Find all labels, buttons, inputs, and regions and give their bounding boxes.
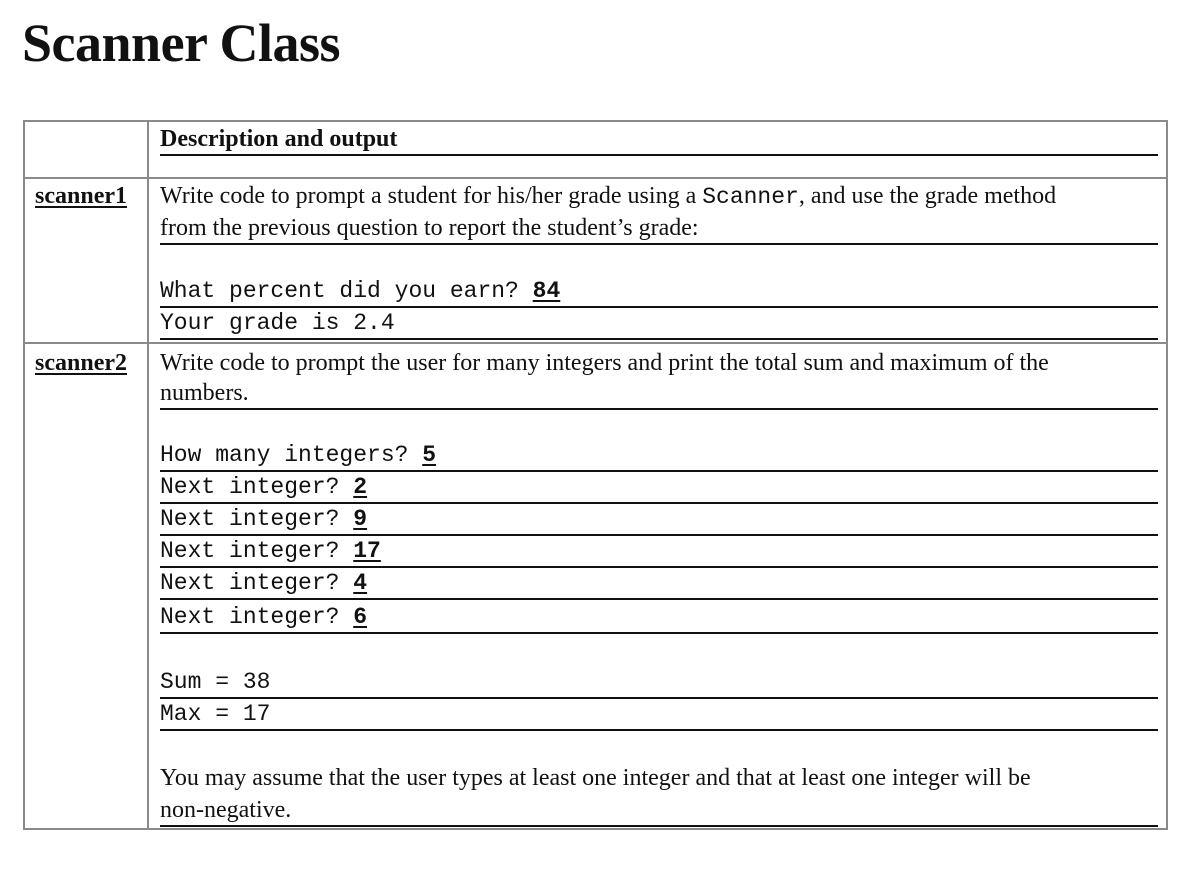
sum-result: Sum = 38 xyxy=(160,667,1158,699)
output-line xyxy=(160,440,1158,472)
header-row-divider xyxy=(25,177,1166,179)
user-input-value: 84 xyxy=(532,278,561,304)
output-line xyxy=(160,472,1158,504)
note-line1: You may assume that the user types at least one integer and that at least one integer will be xyxy=(160,765,1031,791)
output-prompt: What percent did you earn? xyxy=(160,278,533,304)
output-prompt: Next integer? xyxy=(160,474,354,500)
row-divider xyxy=(25,342,1166,344)
output-line xyxy=(160,536,1158,568)
scanner-problems-table xyxy=(23,120,1168,830)
output-line xyxy=(160,276,1158,308)
user-input-value: 4 xyxy=(353,570,368,596)
scanner2-description-line1: Write code to prompt the user for many integers and print the total sum and maximum of the xyxy=(160,350,1049,376)
output-prompt: Next integer? xyxy=(160,570,354,596)
column-divider xyxy=(147,122,149,828)
user-input-value: 2 xyxy=(353,474,368,500)
note-line2: non-negative. xyxy=(160,795,1158,827)
user-input-value: 17 xyxy=(353,538,381,564)
row-label-scanner1: scanner1 xyxy=(35,183,127,209)
output-line xyxy=(160,504,1158,536)
user-input-value: 5 xyxy=(422,442,437,468)
row-label-scanner2: scanner2 xyxy=(35,350,127,376)
output-line xyxy=(160,568,1158,600)
description-text: Write code to prompt a student for his/her grade using a xyxy=(160,183,703,209)
max-result: Max = 17 xyxy=(160,699,1158,731)
table-header: Description and output xyxy=(160,124,1158,156)
output-prompt: How many integers? xyxy=(160,442,423,468)
user-input-value: 6 xyxy=(353,604,368,630)
scanner1-description-line2: from the previous question to report the student’s grade: xyxy=(160,213,1158,245)
output-line xyxy=(160,308,1158,340)
output-prompt: Next integer? xyxy=(160,604,354,630)
scanner1-description-line1 xyxy=(160,181,1158,213)
user-input-value: 9 xyxy=(353,506,368,532)
output-line xyxy=(160,602,1158,634)
output-prompt: Next integer? xyxy=(160,506,354,532)
output-prompt: Next integer? xyxy=(160,538,354,564)
output-prompt: Your grade is 2.4 xyxy=(160,310,395,336)
scanner-code-word: Scanner xyxy=(702,184,799,210)
page-title: Scanner Class xyxy=(22,13,341,73)
scanner2-description-line2: numbers. xyxy=(160,378,1158,410)
description-text: , and use the grade method xyxy=(798,183,1057,209)
